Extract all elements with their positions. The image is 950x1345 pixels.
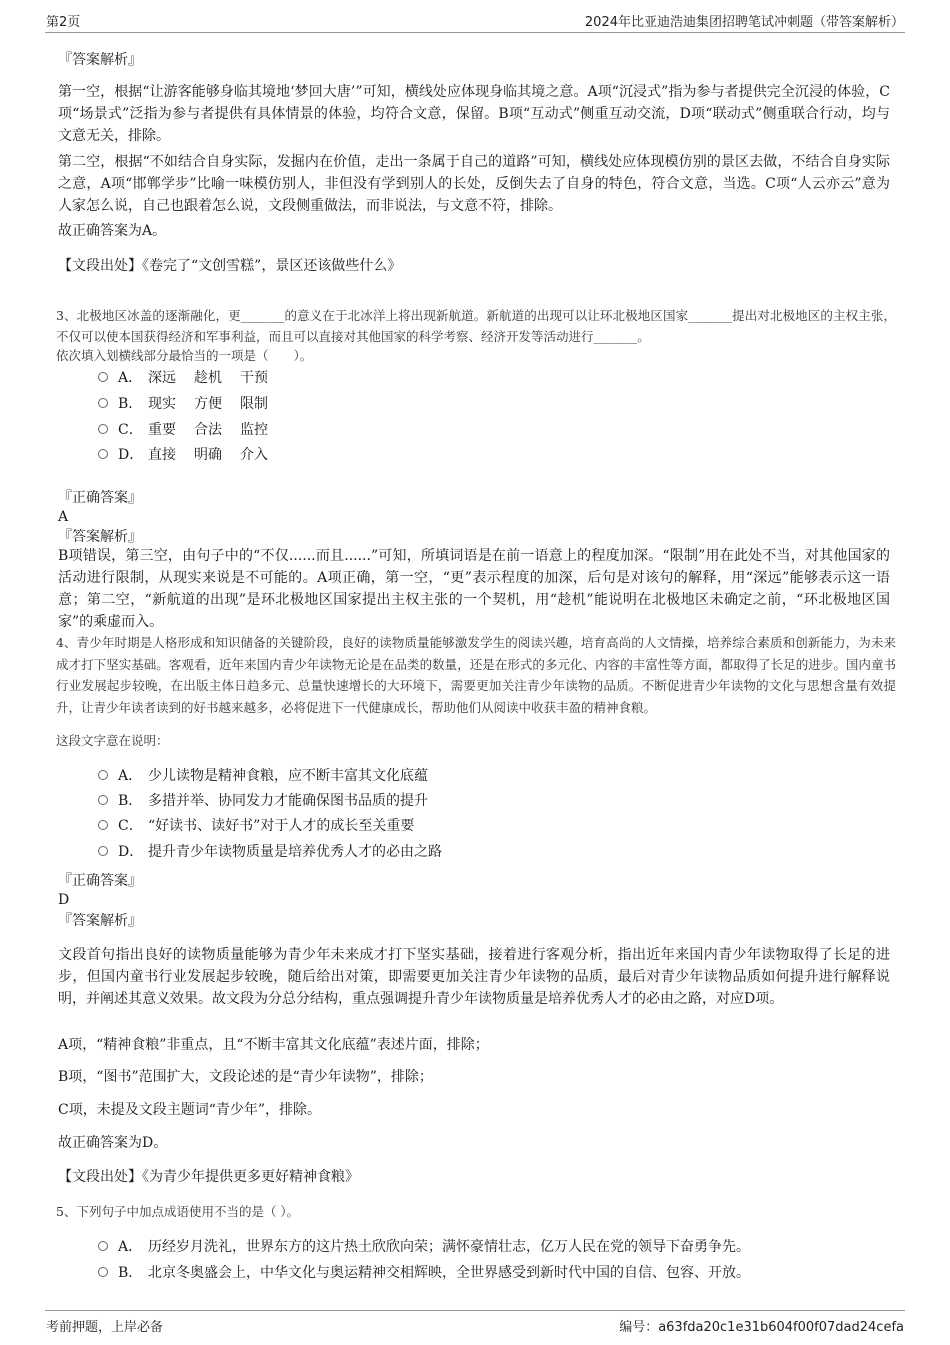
q3-option-d[interactable]: D． 直接 明确 介入 bbox=[98, 445, 286, 465]
radio-icon[interactable] bbox=[98, 820, 108, 830]
q4-analysis-p4: C项，未提及文段主题词“青少年”，排除。 bbox=[58, 1102, 322, 1118]
radio-icon[interactable] bbox=[98, 770, 108, 780]
radio-icon[interactable] bbox=[98, 846, 108, 856]
q4-option-a[interactable]: A． 少儿读物是精神食粮，应不断丰富其文化底蕴 bbox=[98, 766, 428, 786]
q2-analysis-p1: 第一空，根据“让游客能够身临其境地‘梦回大唐’”可知，横线处应体现身临其境之意。A项“沉浸式”指为参与者提供完全沉浸的体验，C项“场景式”泛指为参与者提供有具体情景的体验，均符合文意，保留。B项“互动式”侧重互动交流，D项“联动式”侧重联合行动，均与文意无关，排除。 bbox=[58, 84, 890, 144]
q2-analysis-title: 『答案解析』 bbox=[58, 52, 142, 68]
radio-icon[interactable] bbox=[98, 795, 108, 805]
q3-answer: A bbox=[58, 509, 69, 525]
radio-icon[interactable] bbox=[98, 398, 108, 408]
q5-option-b[interactable]: B． 北京冬奥盛会上，中华文化与奥运精神交相辉映，全世界感受到新时代中国的自信、包容、开放。 bbox=[98, 1263, 750, 1283]
q4-prompt: 这段文字意在说明： bbox=[56, 733, 169, 748]
q4-option-d[interactable]: D． 提升青少年读物质量是培养优秀人才的必由之路 bbox=[98, 842, 442, 862]
q4-source: 【文段出处】《为青少年提供更多更好精神食粮》 bbox=[58, 1169, 359, 1185]
q3-prompt: 依次填入划横线部分最恰当的一项是（ ）。 bbox=[56, 348, 313, 363]
footer-slogan: 考前押题，上岸必备 bbox=[46, 1320, 164, 1335]
q2-conclusion: 故正确答案为A。 bbox=[58, 223, 167, 239]
q3-option-c[interactable]: C． 重要 合法 监控 bbox=[98, 420, 286, 440]
q3-option-a[interactable]: A． 深远 趁机 干预 bbox=[98, 368, 286, 388]
q3-option-b[interactable]: B． 现实 方便 限制 bbox=[98, 394, 286, 414]
radio-icon[interactable] bbox=[98, 1241, 108, 1251]
page-number: 第2页 bbox=[46, 15, 81, 30]
document-title: 2024年比亚迪浩迪集团招聘笔试冲刺题（带答案解析） bbox=[584, 15, 904, 30]
q4-analysis-p3: B项，“图书”范围扩大，文段论述的是“青少年读物”，排除； bbox=[58, 1069, 433, 1085]
footer-serial: 编号：a63fda20c1e31b604f00f07dad24cefa bbox=[619, 1320, 904, 1335]
q3-stem: 3、北极地区冰盖的逐渐融化，更_______的意义在于北冰洋上将出现新航道。新航道的出现可以让环北极地区国家_______提出对北极地区的主权主张，不仅可以使本国获得经济和军事利益，而且可以直接对其他国家的科学考察、经济开发等活动进行_______。 bbox=[56, 308, 896, 344]
radio-icon[interactable] bbox=[98, 449, 108, 459]
q4-analysis-p2: A项，“精神食粮”非重点，且“不断丰富其文化底蕴”表述片面，排除； bbox=[58, 1037, 489, 1053]
q2-source: 【文段出处】《卷完了“文创雪糕”，景区还该做些什么》 bbox=[58, 258, 402, 274]
q5-stem: 5、下列句子中加点成语使用不当的是（ ）。 bbox=[56, 1204, 300, 1219]
q4-analysis-title: 『答案解析』 bbox=[58, 913, 142, 929]
q4-answer: D bbox=[58, 892, 70, 908]
radio-icon[interactable] bbox=[98, 1267, 108, 1277]
q5-option-a[interactable]: A． 历经岁月洗礼，世界东方的这片热土欣欣向荣；满怀豪情壮志，亿万人民在党的领导下奋勇争先。 bbox=[98, 1237, 750, 1257]
q4-option-c[interactable]: C． “好读书、读好书”对于人才的成长至关重要 bbox=[98, 816, 414, 836]
q3-answer-title: 『正确答案』 bbox=[58, 490, 142, 506]
radio-icon[interactable] bbox=[98, 372, 108, 382]
q3-analysis: B项错误，第三空，由句子中的“不仅......而且......”可知，所填词语是在前一语意上的程度加深。“限制”用在此处不当，对其他国家的活动进行限制，从现实来说是不可能的。A项正确，第一空，“更”表示程度的加深，后句是对该句的解释，用“深远”能够表示这一语意；第二空，“新航道的出现”是环北极地区国家提出主权主张的一个契机，用“趁机”能说明在北极地区未确定之前，“环北极地区国家”的乘虚而入。 bbox=[58, 548, 890, 630]
footer-divider bbox=[45, 1310, 905, 1311]
q4-option-b[interactable]: B． 多措并举、协同发力才能确保图书品质的提升 bbox=[98, 791, 428, 811]
radio-icon[interactable] bbox=[98, 424, 108, 434]
q2-analysis-p2: 第二空，根据“不如结合自身实际，发掘内在价值，走出一条属于自己的道路”可知，横线处应体现模仿别的景区去做，不结合自身实际之意，A项“邯郸学步”比喻一味模仿别人，非但没有学到别人的长处，反倒失去了自身的特色，符合文意，当选。C项“人云亦云”意为人家怎么说，自己也跟着怎么说，文段侧重做法，而非说法，与文意不符，排除。 bbox=[58, 154, 890, 214]
q3-analysis-title: 『答案解析』 bbox=[58, 529, 142, 545]
header-divider bbox=[45, 32, 905, 33]
q4-conclusion: 故正确答案为D。 bbox=[58, 1135, 168, 1151]
q4-stem: 4、青少年时期是人格形成和知识储备的关键阶段，良好的读物质量能够激发学生的阅读兴趣，培育高尚的人文情操，培养综合素质和创新能力，为未来成才打下坚实基础。客观看，近年来国内青少年读物无论是在品类的数量，还是在形式的多元化、内容的丰富性等方面，都取得了长足的进步。国内童书行业发展起步较晚，在出版主体日趋多元、总量快速增长的大环境下，需要更加关注青少年读物的品质。不断促进青少年读物的文化与思想含量有效提升，让青少年读者读到的好书越来越多，必将促进下一代健康成长，帮助他们从阅读中收获丰盈的精神食粮。 bbox=[56, 635, 896, 715]
q4-analysis-p1: 文段首句指出良好的读物质量能够为青少年未来成才打下坚实基础，接着进行客观分析，指出近年来国内青少年读物取得了长足的进步，但国内童书行业发展起步较晚，随后给出对策，即需要更加关注青少年读物的品质，最后对青少年读物品质如何提升进行解释说明，并阐述其意义效果。故文段为分总分结构，重点强调提升青少年读物质量是培养优秀人才的必由之路，对应D项。 bbox=[58, 947, 890, 1007]
q4-answer-title: 『正确答案』 bbox=[58, 873, 142, 889]
